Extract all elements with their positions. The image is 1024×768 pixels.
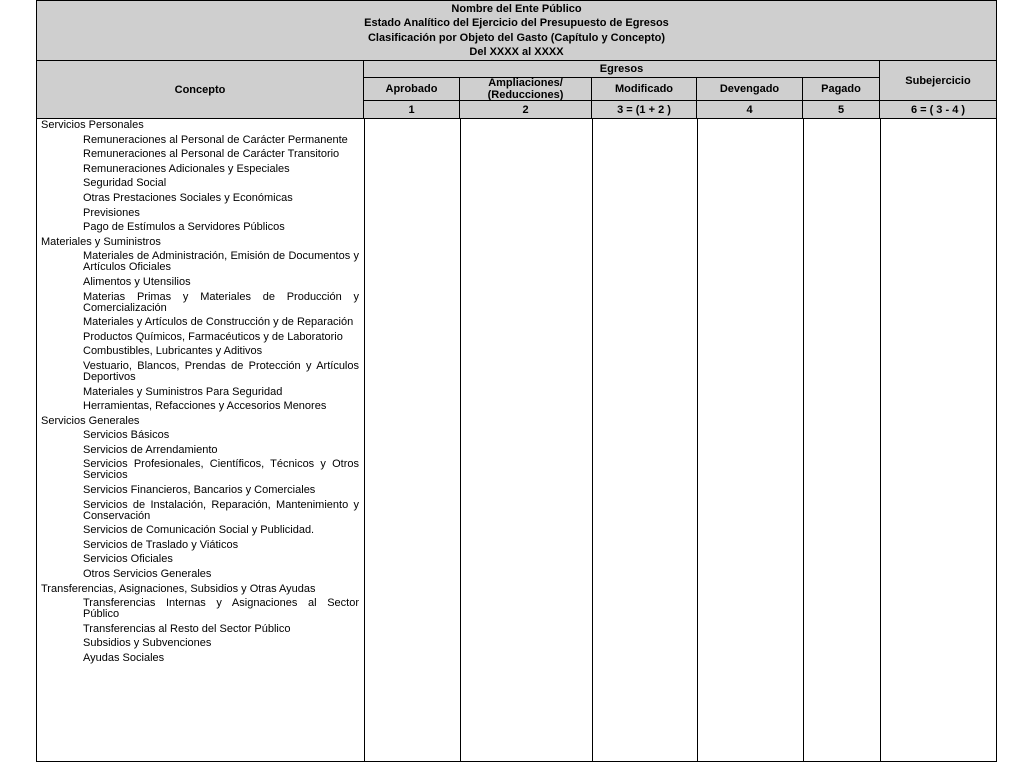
column-divider	[364, 119, 365, 761]
concept-row: Transferencias al Resto del Sector Público	[83, 622, 291, 635]
concept-row: Materiales y Artículos de Construcción y de Reparación	[83, 316, 354, 329]
chapter-row: Transferencias, Asignaciones, Subsidios y Otras Ayudas	[41, 582, 316, 595]
concept-row: Otras Prestaciones Sociales y Económicas	[83, 191, 293, 204]
report-classification: Clasificación por Objeto del Gasto (Capítulo y Concepto)	[367, 31, 666, 44]
report-title: Estado Analítico del Ejercicio del Presupuesto de Egresos	[364, 17, 669, 29]
concept-row: Servicios Financieros, Bancarios y Comerciales	[83, 484, 316, 497]
column-divider	[697, 119, 698, 761]
column-header-block	[37, 61, 996, 119]
concept-row: Combustibles, Lubricantes y Aditivos	[83, 345, 263, 358]
column-number-3: 3 = (1 + 2 )	[592, 101, 697, 118]
concept-row: Servicios de Arrendamiento	[83, 443, 218, 456]
budget-report-table	[36, 0, 997, 762]
concept-row: Previsiones	[83, 206, 140, 219]
concept-row: Servicios Oficiales	[83, 553, 173, 566]
concept-row: Herramientas, Refacciones y Accesorios Menores	[83, 400, 327, 413]
column-header-pagado: Pagado	[803, 78, 880, 101]
column-group-egresos: Egresos	[364, 61, 880, 78]
column-header-concepto: Concepto	[37, 61, 364, 118]
entity-name: Nombre del Ente Público	[451, 2, 582, 15]
column-divider	[460, 119, 461, 761]
column-number-5: 5	[803, 101, 880, 118]
concept-row: Servicios de Instalación, Reparación, Mantenimiento y Conservación	[83, 498, 359, 522]
column-number-1: 1	[364, 101, 460, 118]
concept-row: Vestuario, Blancos, Prendas de Protección y Artículos Deportivos	[83, 359, 359, 383]
concept-row: Transferencias Internas y Asignaciones al Sector Público	[83, 597, 359, 621]
concept-row: Ayudas Sociales	[83, 652, 165, 664]
concept-row: Subsidios y Subvenciones	[83, 637, 212, 650]
column-header-aprobado: Aprobado	[364, 78, 460, 101]
column-header-devengado: Devengado	[697, 78, 803, 101]
concept-row: Seguridad Social	[83, 177, 167, 190]
concept-row: Remuneraciones al Personal de Carácter Transitorio	[83, 148, 340, 161]
concept-row: Productos Químicos, Farmacéuticos y de Laboratorio	[83, 330, 343, 343]
column-number-4: 4	[697, 101, 803, 118]
column-divider	[880, 119, 881, 761]
column-header-subejercicio: Subejercicio	[880, 61, 996, 101]
concept-row: Servicios Básicos	[83, 429, 170, 442]
chapter-row: Servicios Generales	[41, 414, 140, 427]
column-number-2: 2	[460, 101, 592, 118]
table-body	[37, 119, 996, 761]
concept-row: Alimentos y Utensilios	[83, 275, 191, 288]
concept-row: Otros Servicios Generales	[83, 568, 212, 581]
concept-row: Materiales y Suministros Para Seguridad	[83, 385, 283, 398]
concept-row: Materias Primas y Materiales de Producción y Comercialización	[83, 290, 359, 314]
concept-row: Materiales de Administración, Emisión de Documentos y Artículos Oficiales	[83, 250, 359, 274]
concept-row: Remuneraciones Adicionales y Especiales	[83, 162, 290, 175]
concept-row: Servicios de Traslado y Viáticos	[83, 538, 239, 551]
report-title-block	[37, 1, 996, 61]
column-divider	[592, 119, 593, 761]
concept-row: Remuneraciones al Personal de Carácter Permanente	[83, 133, 348, 146]
chapter-row: Servicios Personales	[41, 119, 144, 131]
column-header-ampliaciones: Ampliaciones/ (Reducciones)	[460, 78, 592, 101]
concept-row: Servicios de Comunicación Social y Publicidad.	[83, 524, 315, 537]
concept-row: Servicios Profesionales, Científicos, Técnicos y Otros Servicios	[83, 458, 359, 482]
report-period: Del XXXX al XXXX	[469, 46, 564, 58]
column-header-modificado: Modificado	[592, 78, 697, 101]
chapter-row: Materiales y Suministros	[41, 235, 161, 248]
concept-row: Pago de Estímulos a Servidores Públicos	[83, 221, 285, 234]
column-number-6: 6 = ( 3 - 4 )	[910, 103, 966, 116]
column-divider	[803, 119, 804, 761]
concept-list	[41, 120, 359, 668]
